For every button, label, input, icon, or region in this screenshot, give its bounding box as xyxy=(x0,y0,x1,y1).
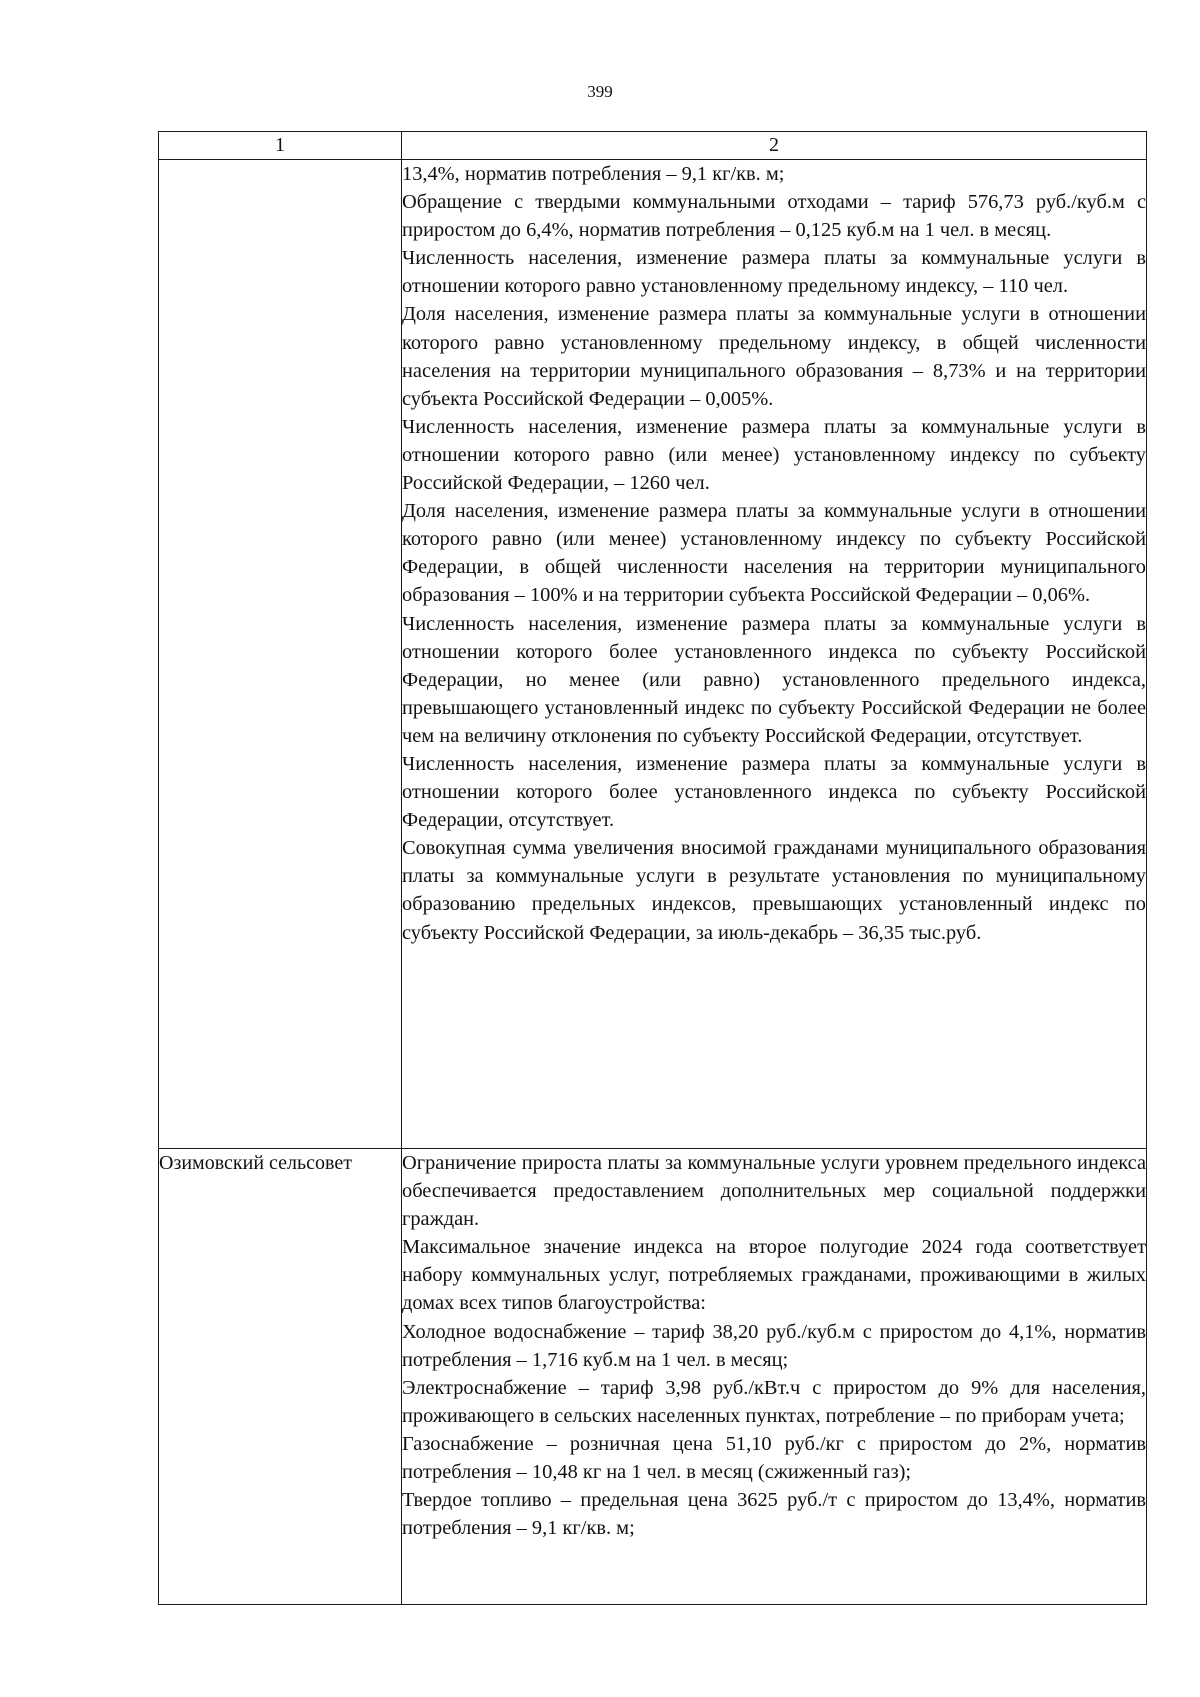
paragraph: Численность населения, изменение размера платы за коммунальные услуги в отношении которого более установленного индекса по субъекту Российской Федерации, отсутствует. xyxy=(402,752,1146,832)
paragraph: Электроснабжение – тариф 3,98 руб./кВт.ч с приростом до 9% для населения, проживающего в сельских населенных пунктах, потребление – по приборам учета; xyxy=(402,1376,1146,1427)
paragraph: Численность населения, изменение размера платы за коммунальные услуги в отношении которого равно (или менее) установленному индексу по субъекту Российской Федерации, – 1260 чел. xyxy=(402,415,1146,495)
column-header-2: 2 xyxy=(402,132,1147,160)
column-header-1: 1 xyxy=(159,132,402,160)
description-cell xyxy=(402,1149,1147,1605)
document-table xyxy=(158,131,1147,1605)
paragraph: Ограничение прироста платы за коммунальные услуги уровнем предельного индекса обеспечивается предоставлением дополнительных мер социальной поддержки граждан. xyxy=(402,1152,1146,1231)
description-cell xyxy=(402,160,1147,1149)
paragraph: Обращение с твердыми коммунальными отходами – тариф 576,73 руб./куб.м с приростом до 6,4%, норматив потребления – 0,125 куб.м на 1 чел. в месяц. xyxy=(402,191,1146,242)
municipality-name-cell: Озимовский сельсовет xyxy=(159,1149,402,1605)
paragraph: Максимальное значение индекса на второе полугодие 2024 года соответствует набору коммунальных услуг, потребляемых гражданами, проживающими в жилых домах всех типов благоустройства: xyxy=(402,1236,1146,1315)
table-row xyxy=(159,1149,1147,1605)
table-header-row xyxy=(159,132,1147,160)
paragraph: Численность населения, изменение размера платы за коммунальные услуги в отношении которого более установленного индекса по субъекту Российской Федерации, но менее (или равно) установленного предельного индекса, превышающего установленный индекс по субъекту Российской Федерации не более чем на величину отклонения по субъекту Российской Федерации, отсутствует. xyxy=(402,612,1146,747)
page-number: 399 xyxy=(587,82,613,101)
paragraph: Газоснабжение – розничная цена 51,10 руб./кг с приростом до 2%, норматив потребления – 10,48 кг на 1 чел. в месяц (сжиженный газ); xyxy=(402,1432,1146,1484)
table-row xyxy=(159,160,1147,1149)
paragraph: 13,4%, норматив потребления – 9,1 кг/кв. м; xyxy=(402,163,785,185)
paragraph: Доля населения, изменение размера платы за коммунальные услуги в отношении которого равно установленному предельному индексу, в общей численности населения на территории муниципального образования – 8,73% и на территории субъекта Российской Федерации – 0,005%. xyxy=(402,303,1146,410)
paragraph: Твердое топливо – предельная цена 3625 руб./т с приростом до 13,4%, норматив потребления – 9,1 кг/кв. м; xyxy=(402,1489,1146,1540)
paragraph: Численность населения, изменение размера платы за коммунальные услуги в отношении которого равно установленному предельному индексу, – 110 чел. xyxy=(402,247,1146,298)
paragraph: Совокупная сумма увеличения вносимой гражданами муниципального образования платы за коммунальные услуги в результате установления по муниципальному образованию предельных индексов, превышающих установленный индекс по субъекту Российской Федерации, за июль-декабрь – 36,35 тыс.руб. xyxy=(402,837,1146,944)
paragraph: Холодное водоснабжение – тариф 38,20 руб./куб.м с приростом до 4,1%, норматив потребления – 1,716 куб.м на 1 чел. в месяц; xyxy=(402,1320,1146,1371)
municipality-name-cell xyxy=(159,160,402,1149)
paragraph: Доля населения, изменение размера платы за коммунальные услуги в отношении которого равно (или менее) установленному индексу по субъекту Российской Федерации, в общей численности населения на территории муниципального образования – 100% и на территории субъекта Российской Федерации – 0,06%. xyxy=(402,500,1146,607)
